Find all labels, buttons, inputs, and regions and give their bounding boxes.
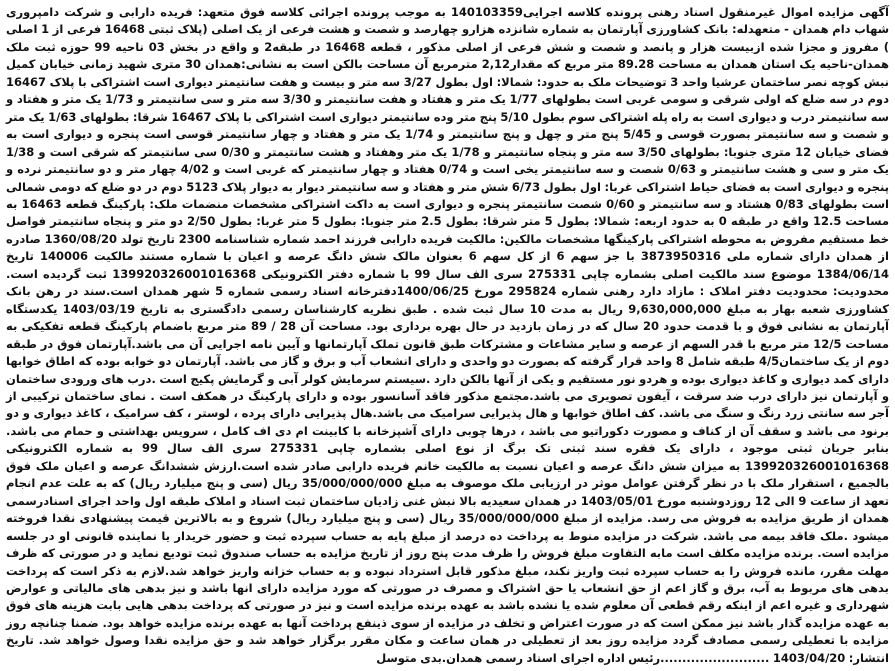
notice-title: آگهی مزایده اموال غیرمنقول اسناد رهنی پرونده کلاسه اجرایی140103359 به موجب پرونده اجرائی کلاسه فوق متعهد: فریده دارابی و شرکت دامپروری شهاب دام همدان <box>6 5 890 37</box>
notice-text <box>6 4 889 667</box>
notice-body: - متعهدله: بانک کشاورزی آپارتمان به شماره شانزده هزارو چهارصد و شصت و هشت فرعی از یک اصلی (پلاک ثبتی 16468 فرعی از 1 اصلی ) مفروز و مجزا شده ازبیست هزار و پانصد و شصت و شش فرعی از اصلی مذکور ، قطعه 16468 در طبقه2 و واقع در بخش 03 ناحیه 99 حوزه ثبت ملک همدان-ناحیه یک استان همدان به مساحت 89.28 متر مربع که مقدار2,12 مترمربع آن مساحت بالکن است به نشانی:همدان 30 متری شهید زمانی خیابان کمیل نبش کوچه نصر ساختمان عرشیا واحد 3 توضیحات ملک به حدود: شمالا: اول بطول 3/27 سه متر و بیست و هفت سانتیمتر دیواری است اشتراکی با پلاک 16467 دوم در سه ضلع که اولی شرقی و سومی غربی است بطولهای 1/77 یک متر و هفتاد و هفت سانتیمتر و 3/30 سه متر و سی سانتیمتر و 1/73 یک متر و هفتاد و سه سانتیمتر درب و دیواری است به راه پله اشتراکی سوم بطول 5/10 پنج متر وده سانتیمتر دیواری است اشتراکی با پلاک 16467 شرقا: بطولهای 1/63 یک متر و شصت و سه سانتیمتر بصورت قوسی و 5/45 پنج متر و چهل و پنج سانتیمتر و 1/74 یک متر و هفتاد و چهار سانتیمتر قوسی است پنجره و دیواری است به فضای خیابان 12 متری جنوبا: بطولهای 3/50 سه متر و پنجاه سانتیمتر و 1/78 یک متر وهفتاد و هشت سانتیمتر و 0/30 سی سانتیمتر که شرقی است و 1/38 یک متر و سی و هشت سانتیمتر و 0/63 شصت و سه سانتیمتر یخی است و 0/74 هفتاد و چهار سانتیمتر که غربی است و 4/02 چهار متر و دو سانتیمتر نرده و پنجره و دیواری است به فضای حیاط اشتراکی غربا: اول بطول 6/73 شش متر و هفتاد و سه سانتیمتر دیوار به دیوار پلاک 5123 دوم در دو ضلع که دومی شمالی است بطولهای 0/83 هشتاد و سه سانتیمتر و 0/60 شصت سانتیمتر پنجره و دیواری است به داکت اشتراکی مشخصات منضمات ملک: پارکینگ قطعه 16463 به مساحت 12.5 واقع در طبقه 0 به حدود اربعه: شمالا: بطول 5 متر شرقا: بطول 2.5 متر جنوبا: بطول 5 متر غربا: بطول 2/50 دو متر و پنجاه سانتیمتر فواصل خط مستقیم مفروض به محوطه اشتراکی پارکینگها مشخصات مالکین: مالکیت فریده دارابی فرزند احمد شماره شناسنامه 2300 تاریخ تولد 1360/08/20 صادره از همدان دارای شماره ملی 3873950316 با جز سهم 6 از کل سهم 6 بعنوان مالک شش دانگ عرصه و اعیان با شماره مستند مالکیت 140006 تاریخ 1384/06/14 موضوع سند مالکیت اصلی بشماره چاپی 275331 سری الف سال 99 با شماره دفتر الکترونیکی 139920326001016368 ثبت گردیده است. محدودیت: محدودیت دفتر املاک : مازاد دارد رهنی شماره 295824 مورخ 1400/06/25دفترخانه اسناد رسمی شماره 5 شهر همدان است.سند در رهن بانک کشاورزی شعبه بهار به مبلغ 9,630,000,000 ریال به مدت 10 سال ثبت شده . طبق نظریه کارشناسان رسمی دادگستری به تاریخ 1403/03/19 یکدستگاه آپارتمان به نشانی فوق و با قدمت حدود 20 سال که در زمان بازدید در حال بهره برداری بود. مساحت آن 28 / 89 متر مربع باضمام پارکینگ قطعه تفکیکی به مساحت 12/5 متر مربع با قدر السهم از عرصه و سایر مشاعات و مشترکات طبق قانون تملک آپارتمانها و آیین نامه اجرایی آن می باشد.آپارتمان فوق در طبقه دوم از یک ساختمان4/5 طبقه شامل 8 واحد قرار گرفته که بصورت دو واحدی و دارای انشعاب آب و برق و گاز می باشد. آپارتمان دو خوابه بوده که اطاق خوابها دارای کمد دیواری و کاغذ دیواری بوده و هردو نور مستقیم و یکی از آنها بالکن دارد .سیستم سرمایش کولر آبی و گرمایش پکیج است .درب های ورودی ساختمان و آپارتمان نیز دارای درب ضد سرقت ، آیفون تصویری می باشد.مجتمع مذکور فاقد آسانسور بوده و دارای پارکینگ در همکف است . نمای ساختمان ترکیبی از آجر سه سانتی زرد رنگ و سنگ می باشد. کف اطاق خوابها و هال پذیرایی سرامیک می باشد.هال پذیرایی دارای پرده ، لوستر ، کف سرامیک ، کاغذ دیواری و دو برنود می باشد و سقف آن از کناف و مصورت دکوراتیو می باشد ، درها چوبی دارای آشپزخانه با کابینت ام دی اف کامل ، سرویس بهداشتی و حمام می باشد. بنابر جریان ثبتی موجود ، دارای یک فقره سند ثبتی تک برگ از نوع اصلی بشماره چاپی 275331 سری الف سال 99 به شماره الکترونیکی 139920326001016368 به میزان شش دانگ عرصه و اعیان نسبت به مالکیت خانم فریده دارابی صادر شده است.ارزش ششدانگ عرصه و اعیان ملک فوق بالجمیع ، استقرار ملک با در نظر گرفتن عوامل موثر در ارزیابی ملک موصوف به مبلغ 35/000/000/000 ریال (سی و پنج میلیارد ریال) که به علت عدم انجام تعهد از ساعت 9 الی 12 روزدوشنبه مورخ 1403/05/01 در همدان سعیدیه بالا نبش غنی زادیان ساختمان ثبت اسناد و املاک طبقه اول واحد اجرای اسنادرسمی همدان از طریق مزایده به فروش می رسد. مزایده از مبلغ 35/000/000/000 ریال (سی و پنج میلیارد ریال) شروع و به بالاترین قیمت پیشنهادی نقدا فروخته میشود .ملک فاقد بیمه می باشد. شرکت در مزایده منوط به پرداخت ده درصد از مبلغ پایه به حساب سپرده ثبت و حضور خریدار یا نماینده قانونی او در جلسه مزایده است. برنده مزایده مکلف است مابه التفاوت مبلغ فروش را ظرف مدت پنج روز از تاریخ مزایده به حساب صندوق ثبت تودیع نماید و در صورتی که ظرف مهلت مقرر، مانده فروش را به حساب سپرده ثبت واریز نکند، مبلغ مذکور قابل استرداد نبوده و به حساب خزانه واریز خواهد شد.لازم به ذکر است که پرداخت بدهی های مربوط به آب، برق و گاز اعم از حق انشعاب یا حق اشتراک و مصرف در صورتی که مورد مزایده دارای انها باشد و نیز بدهی های مالیاتی و عوارض شهرداری و غیره اعم از اینکه رقم قطعی آن معلوم شده یا نشده باشد به عهده برنده مزایده است و نیز در صورتی که پرداخت بدهی هایی بابت هزینه های فوق به عهده مزایده گذار باشد نیز ممکن است که در صورت اعتراض و تخلف در مزایده از سوی ذینفع پرداخت آنها به عهده برنده مزایده خواهد بود. ضمنا چنانچه روز مزایده با تعطیلی رسمی مصادف گردد مزایده روز بعد از تعطیلی در همان ساعت و مکان مقرر برگزار خواهد شد و حق مزایده نقدا وصول خواهد شد. تاریخ انتشار: 1403/04/20 .........................رئیس اداره اجرای اسناد رسمی همدان.بدی متوسل <box>6 22 890 665</box>
auction-notice <box>6 4 889 667</box>
